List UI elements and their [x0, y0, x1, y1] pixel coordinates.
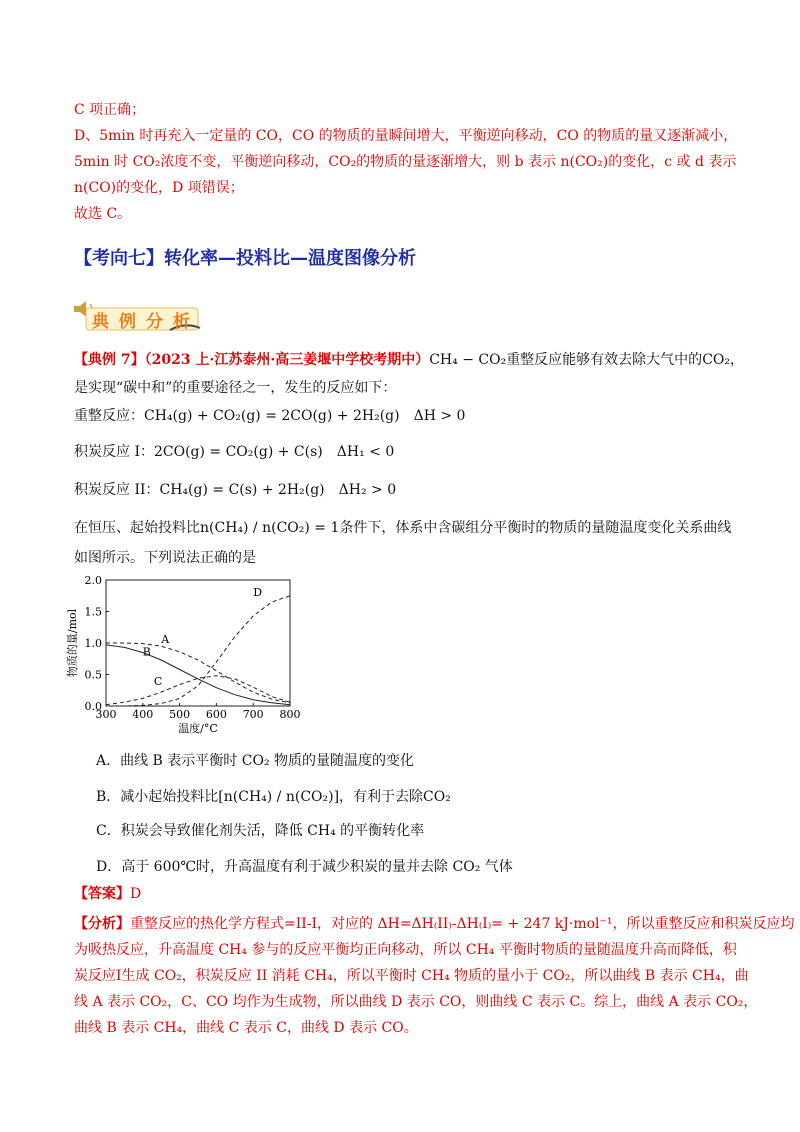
analysis-line-4: 线 A 表示 CO₂，C、CO 均作为生成物，所以曲线 D 表示 CO，则曲线 C 表示 C。综上，曲线 A 表示 CO₂， — [74, 994, 758, 1010]
y-tick-label: 0.0 — [84, 700, 102, 713]
explanation-line-2: D、5min 时再充入一定量的 CO，CO 的物质的量瞬间增大，平衡逆向移动，CO 的物质的量又逐渐减小， — [74, 128, 738, 144]
reaction-1-label: 重整反应： — [74, 408, 144, 424]
series-label-D: D — [253, 585, 263, 599]
example-header — [74, 350, 744, 370]
reaction-3-dh: ΔH₂ > 0 — [338, 482, 397, 498]
series-label-C: C — [153, 675, 163, 689]
option-a[interactable]: A．曲线 B 表示平衡时 CO₂ 物质的量随温度的变化 — [96, 753, 414, 769]
series-label-A: A — [161, 633, 170, 646]
answer-line — [74, 884, 141, 904]
option-d[interactable]: D．高于 600℃时，升高温度有利于减少积炭的量并去除 CO₂ 气体 — [96, 859, 513, 875]
chart-labels — [143, 586, 262, 688]
reaction-2 — [74, 442, 394, 462]
reaction-3-label: 积炭反应 II： — [74, 482, 160, 498]
equilibrium-chart — [62, 572, 312, 738]
example-badge — [70, 296, 220, 336]
analysis-line-1 — [74, 910, 795, 938]
reaction-1 — [74, 406, 465, 426]
x-tick-label: 500 — [169, 708, 191, 721]
chart-series — [106, 596, 290, 706]
reaction-2-label: 积炭反应 I： — [74, 444, 154, 460]
reaction-1-equation: CH₄(g) + CO₂(g) = 2CO(g) + 2H₂(g) — [144, 408, 400, 424]
analysis-line-3: 炭反应Ⅰ生成 CO₂，积炭反应 II 消耗 CH₄，所以平衡时 CH₄ 物质的量小于 CO₂，所以曲线 B 表示 CH₄，曲 — [74, 968, 749, 984]
x-tick-label: 700 — [242, 708, 264, 721]
condition-line-2: 如图所示。下列说法正确的是 — [74, 550, 256, 566]
plot-frame — [106, 580, 290, 706]
condition-line-1 — [74, 518, 731, 538]
intro-formula: CH₄ − CO₂ — [429, 352, 507, 368]
series-line-C — [106, 676, 290, 705]
badge-text: 典例分析 — [92, 312, 200, 332]
analysis-line-5: 曲线 B 表示 CH₄，曲线 C 表示 C，曲线 D 表示 CO。 — [74, 1020, 418, 1036]
y-tick-label: 1.0 — [84, 637, 102, 650]
condition-text-c: 条件下，体系中含碳组分平衡时的物质的量随温度变化关系曲线 — [339, 520, 732, 536]
explanation-line-5: 故选 C。 — [74, 206, 132, 222]
y-axis-label: 物质的量/mol — [66, 608, 79, 678]
condition-text-a: 在恒压、起始投料比 — [74, 520, 200, 536]
option-b[interactable]: B．减小起始投料比[n(CH₄) / n(CO₂)]，有利于去除CO₂ — [96, 789, 451, 805]
x-tick-label: 600 — [205, 708, 227, 721]
condition-ratio: n(CH₄) / n(CO₂) = 1 — [200, 520, 340, 536]
intro-co2: CO₂ — [702, 352, 730, 368]
answer-label: 【答案】 — [74, 886, 130, 902]
intro-text: 重整反应能够有效去除大气中的 — [506, 352, 703, 368]
series-line-D — [106, 596, 290, 706]
example-source: （2023 上·江苏泰州·高三姜堰中学校考期中） — [144, 352, 430, 368]
reaction-1-dh: ΔH > 0 — [413, 408, 466, 424]
analysis-label: 【分析】 — [74, 916, 130, 932]
reaction-2-dh: ΔH₁ < 0 — [336, 444, 395, 460]
x-tick-label: 800 — [279, 708, 301, 721]
reaction-3-equation: CH₄(g) = C(s) + 2H₂(g) — [159, 482, 325, 498]
answer-value: D — [130, 886, 142, 902]
section-heading: 【考向七】转化率—投料比—温度图像分析 — [74, 248, 416, 269]
x-tick-label: 400 — [132, 708, 154, 721]
x-tick-label: 300 — [95, 708, 117, 721]
analysis-line-2: 为吸热反应，升高温度 CH₄ 参与的反应平衡均正向移动，所以 CH₄ 平衡时物质的量随温度升高而降低，积 — [74, 942, 737, 958]
x-axis-label: 温度/°C — [178, 722, 218, 735]
example-label: 【典例 7】 — [74, 352, 145, 368]
example-intro-2: 是实现“碳中和”的重要途径之一，发生的反应如下： — [74, 380, 397, 396]
analysis-text-1: 重整反应的热化学方程式=II-I，对应的 ΔH=ΔH₍II₎-ΔH₍I₎= + 247 kJ·mol⁻¹，所以重整反应和积炭反应均 — [130, 916, 795, 932]
chart-axes — [65, 574, 301, 735]
reaction-2-equation: 2CO(g) = CO₂(g) + C(s) — [153, 444, 323, 460]
explanation-line-3: 5min 时 CO₂浓度不变，平衡逆向移动，CO₂的物质的量逐渐增大，则 b 表示 n(CO₂)的变化，c 或 d 表示 — [74, 154, 737, 170]
y-tick-label: 1.5 — [84, 605, 102, 619]
option-c[interactable]: C．积炭会导致催化剂失活，降低 CH₄ 的平衡转化率 — [96, 823, 425, 839]
y-tick-label: 0.5 — [84, 668, 102, 682]
reaction-3 — [74, 480, 396, 500]
y-tick-label: 2.0 — [84, 574, 102, 587]
explanation-line-4: n(CO)的变化，D 项错误； — [74, 180, 244, 196]
intro-comma: ， — [730, 352, 744, 368]
series-label-B: B — [142, 645, 151, 659]
explanation-line-1: C 项正确； — [74, 102, 146, 118]
series-line-A — [106, 643, 290, 703]
